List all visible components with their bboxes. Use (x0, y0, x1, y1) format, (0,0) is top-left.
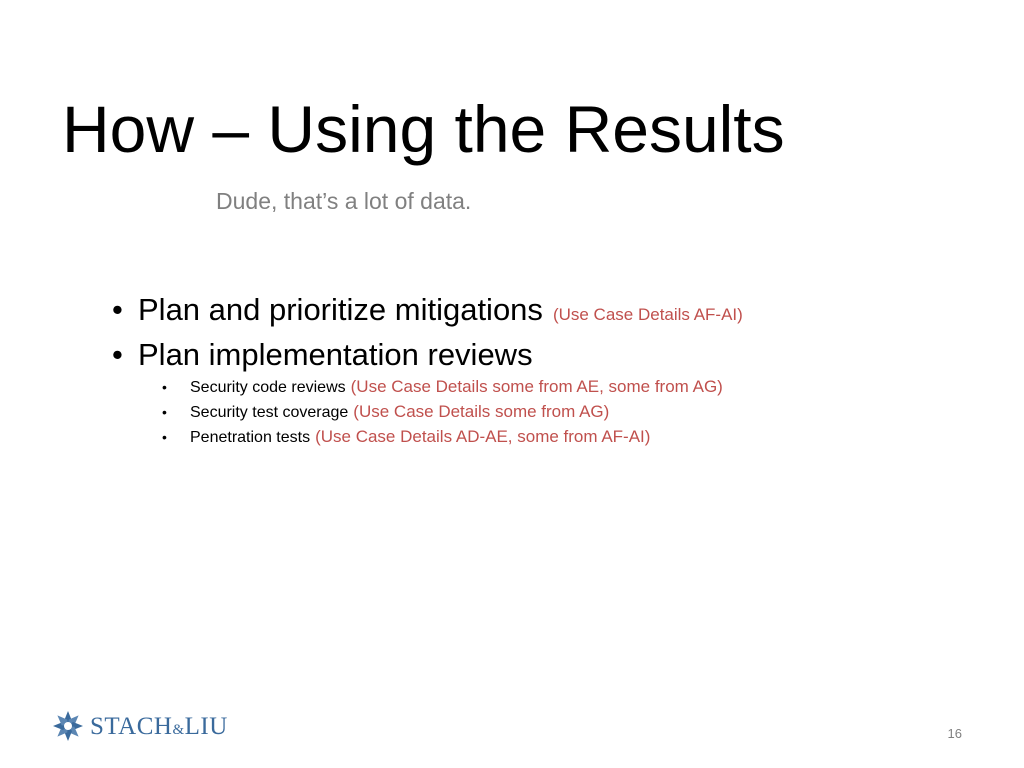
sub-bullet-text: Security code reviews (190, 379, 346, 396)
sub-bullet-list (162, 375, 992, 450)
bullet-text: Plan and prioritize mitigations (138, 292, 543, 327)
slide-subtitle: Dude, that’s a lot of data. (216, 188, 472, 214)
sub-bullet-text: Penetration tests (190, 429, 311, 446)
bullet-note: (Use Case Details AF-AI) (552, 305, 743, 324)
sub-bullet-dot-icon: • (162, 429, 167, 445)
sub-bullet-note: (Use Case Details AD-AE, some from AF-AI) (315, 427, 651, 446)
bullet-list (112, 290, 992, 450)
logo-ampersand: & (172, 721, 185, 738)
bullet-plan-implementation (112, 335, 992, 375)
page-number: 16 (947, 726, 962, 741)
sub-bullet-text: Security test coverage (190, 404, 349, 421)
logo-wordmark (90, 714, 228, 739)
sub-bullet-dot-icon: • (162, 404, 167, 420)
sub-bullet-code-reviews (162, 375, 992, 400)
sub-bullet-note: (Use Case Details some from AG) (353, 402, 610, 421)
company-logo (52, 710, 228, 742)
bullet-dot-icon: • (112, 337, 123, 372)
sub-bullet-note: (Use Case Details some from AE, some from AG) (350, 377, 723, 396)
asterisk-star-icon (52, 710, 84, 742)
logo-name-right: LIU (184, 712, 228, 740)
sub-bullet-test-coverage (162, 400, 992, 425)
sub-bullet-dot-icon: • (162, 379, 167, 395)
slide-title: How – Using the Results (62, 92, 785, 166)
bullet-text: Plan implementation reviews (138, 337, 533, 372)
sub-bullet-penetration-tests (162, 425, 992, 450)
bullet-plan-prioritize (112, 290, 992, 335)
bullet-dot-icon: • (112, 292, 123, 327)
logo-name-left: STACH (90, 712, 173, 740)
